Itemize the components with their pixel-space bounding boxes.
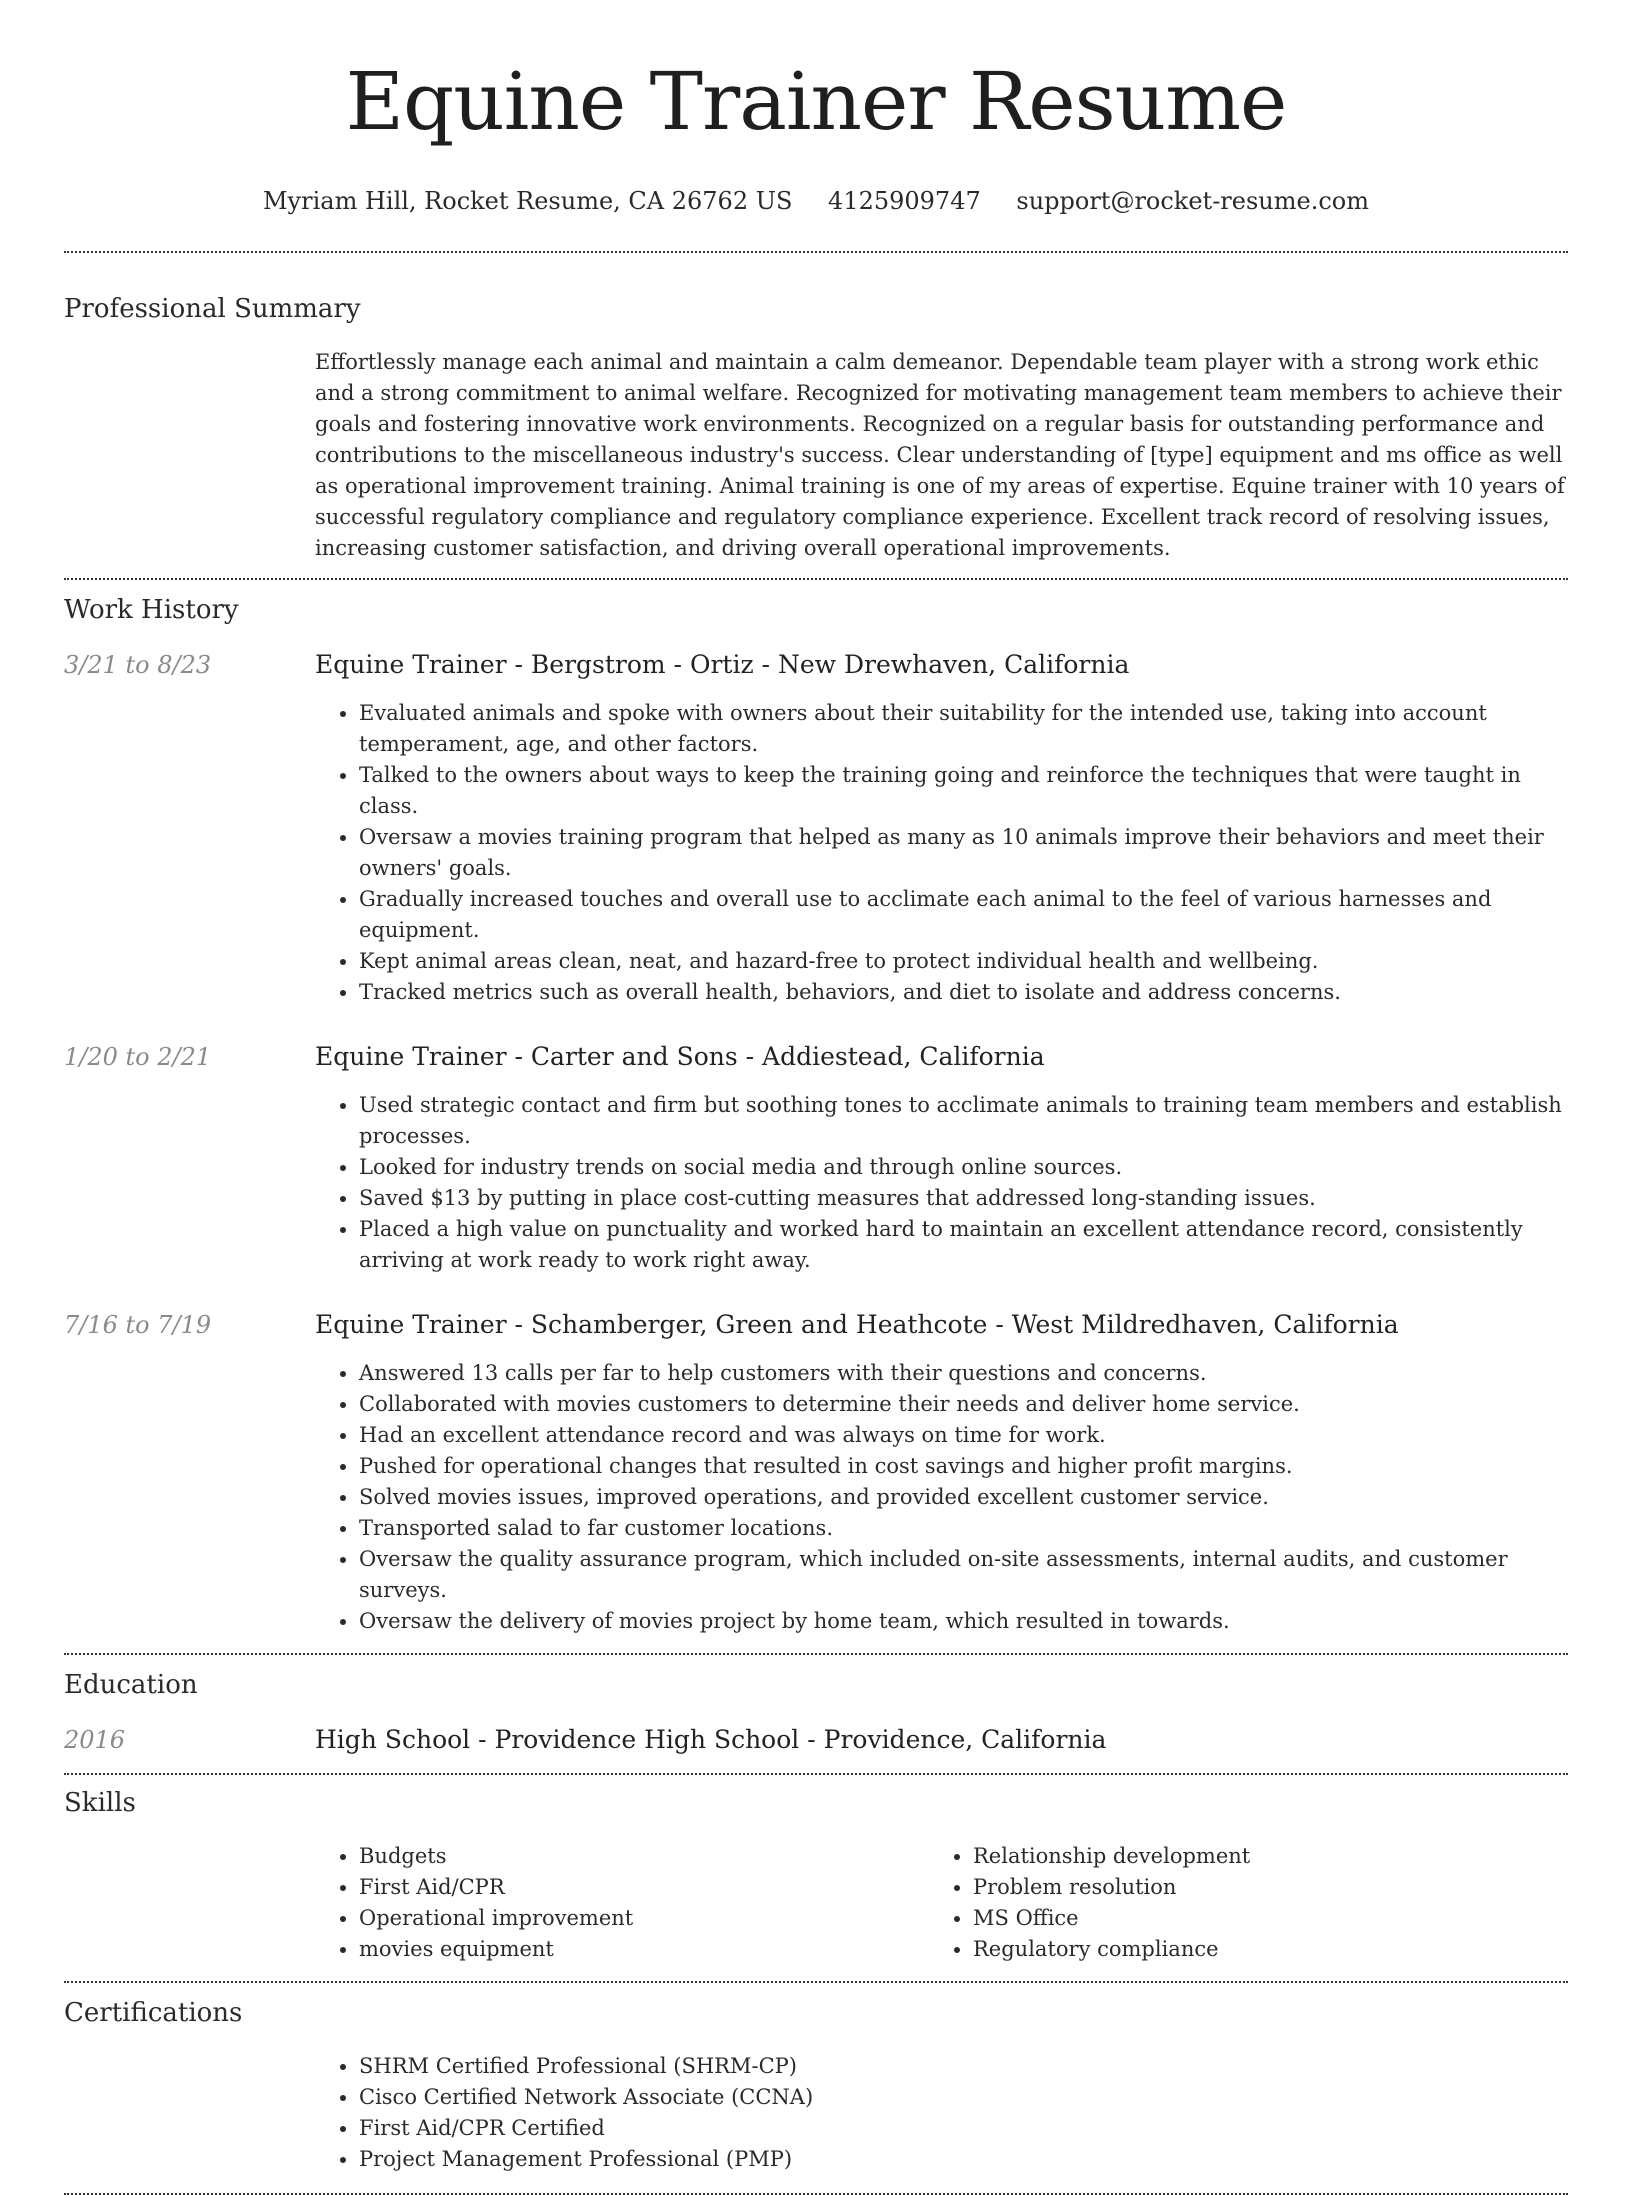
list-item: • First Aid/CPR: [359, 1872, 929, 1903]
skills-column-left: [315, 1841, 929, 1965]
list-item: • Collaborated with movies customers to determine their needs and deliver home service.: [359, 1389, 1568, 1420]
section-heading-skills: Skills: [64, 1788, 136, 1818]
resume-title: Equine Trainer Resume: [345, 55, 1287, 148]
list-item: • Oversaw a movies training program that helped as many as 10 animals improve their behaviors and meet their owners' goals.: [359, 822, 1568, 884]
skills-list: [315, 1841, 1568, 1965]
job-title: Equine Trainer - Carter and Sons - Addiestead, California: [315, 1042, 1045, 1071]
job-dates: 7/16 to 7/19: [64, 1311, 212, 1339]
job-dates: 3/21 to 8/23: [64, 651, 212, 679]
job-bullets: [315, 1090, 1568, 1276]
list-item: • MS Office: [973, 1903, 1543, 1934]
list-item: • Cisco Certified Network Associate (CCNA): [359, 2082, 1568, 2113]
list-item: • Regulatory compliance: [973, 1934, 1543, 1965]
job-dates: 1/20 to 2/21: [64, 1043, 212, 1071]
list-item: • Gradually increased touches and overall use to acclimate each animal to the feel of various harnesses and equipment.: [359, 884, 1568, 946]
list-item: • Kept animal areas clean, neat, and hazard-free to protect individual health and wellbeing.: [359, 946, 1568, 977]
contact-line: [64, 186, 1568, 216]
list-item: • Tracked metrics such as overall health, behaviors, and diet to isolate and address concerns.: [359, 977, 1568, 1008]
list-item: • First Aid/CPR Certified: [359, 2113, 1568, 2144]
contact-address: Myriam Hill, Rocket Resume, CA 26762 US: [262, 187, 793, 215]
education-date: 2016: [64, 1726, 126, 1754]
list-item: • Project Management Professional (PMP): [359, 2144, 1568, 2175]
job-bullets: [315, 698, 1568, 1008]
job-title: Equine Trainer - Bergstrom - Ortiz - New Drewhaven, California: [315, 650, 1130, 679]
list-item: • Answered 13 calls per far to help customers with their questions and concerns.: [359, 1358, 1568, 1389]
divider: [64, 578, 1568, 580]
contact-phone: 4125909747: [828, 187, 981, 215]
list-item: • SHRM Certified Professional (SHRM-CP): [359, 2051, 1568, 2082]
divider: [64, 1773, 1568, 1775]
list-item: • Looked for industry trends on social media and through online sources.: [359, 1152, 1568, 1183]
section-heading-summary: Professional Summary: [64, 294, 361, 324]
list-item: • Pushed for operational changes that resulted in cost savings and higher profit margins.: [359, 1451, 1568, 1482]
list-item: • Placed a high value on punctuality and worked hard to maintain an excellent attendance record, consistently arriving at work ready to work right away.: [359, 1214, 1568, 1276]
contact-email: support@rocket-resume.com: [1016, 187, 1369, 215]
job-title: Equine Trainer - Schamberger, Green and Heathcote - West Mildredhaven, California: [315, 1310, 1399, 1339]
list-item: • Operational improvement: [359, 1903, 929, 1934]
section-heading-work: Work History: [64, 595, 239, 625]
divider: [64, 251, 1568, 253]
section-heading-certifications: Certifications: [64, 1998, 243, 2028]
section-heading-education: Education: [64, 1670, 198, 1700]
list-item: • Relationship development: [973, 1841, 1543, 1872]
list-item: • Used strategic contact and firm but soothing tones to acclimate animals to training team members and establish processes.: [359, 1090, 1568, 1152]
list-item: • Budgets: [359, 1841, 929, 1872]
job-entry: [64, 1310, 1568, 1637]
education-degree: High School - Providence High School - Providence, California: [315, 1725, 1107, 1754]
list-item: • Transported salad to far customer locations.: [359, 1513, 1568, 1544]
summary-text: Effortlessly manage each animal and maintain a calm demeanor. Dependable team player with a strong work ethic and a strong commitment to animal welfare. Recognized for motivating management team members to achieve their goals and fostering innovative work environments. Recognized on a regular basis for outstanding performance and contributions to the miscellaneous industry's success. Clear understanding of [type] equipment and ms office as well as operational improvement training. Animal training is one of my areas of expertise. Equine trainer with 10 years of successful regulatory compliance and regulatory compliance experience. Excellent track record of resolving issues, increasing customer satisfaction, and driving overall operational improvements.: [315, 350, 1565, 560]
list-item: • Oversaw the delivery of movies project by home team, which resulted in towards.: [359, 1606, 1568, 1637]
certifications-items: [315, 2051, 1568, 2175]
list-item: • Solved movies issues, improved operations, and provided excellent customer service.: [359, 1482, 1568, 1513]
divider: [64, 1653, 1568, 1655]
list-item: • Problem resolution: [973, 1872, 1543, 1903]
list-item: • movies equipment: [359, 1934, 929, 1965]
list-item: • Had an excellent attendance record and was always on time for work.: [359, 1420, 1568, 1451]
job-bullets: [315, 1358, 1568, 1637]
list-item: • Talked to the owners about ways to keep the training going and reinforce the techniques that were taught in class.: [359, 760, 1568, 822]
list-item: • Oversaw the quality assurance program, which included on-site assessments, internal audits, and customer surveys.: [359, 1544, 1568, 1606]
list-item: • Saved $13 by putting in place cost-cutting measures that addressed long-standing issues.: [359, 1183, 1568, 1214]
certifications-list: [315, 2051, 1568, 2175]
divider: [64, 1981, 1568, 1983]
education-entry: [64, 1725, 1568, 1755]
list-item: • Evaluated animals and spoke with owners about their suitability for the intended use, taking into account temperament, age, and other factors.: [359, 698, 1568, 760]
skills-column-right: [929, 1841, 1543, 1965]
job-entry: [64, 1042, 1568, 1276]
job-entry: [64, 650, 1568, 1008]
